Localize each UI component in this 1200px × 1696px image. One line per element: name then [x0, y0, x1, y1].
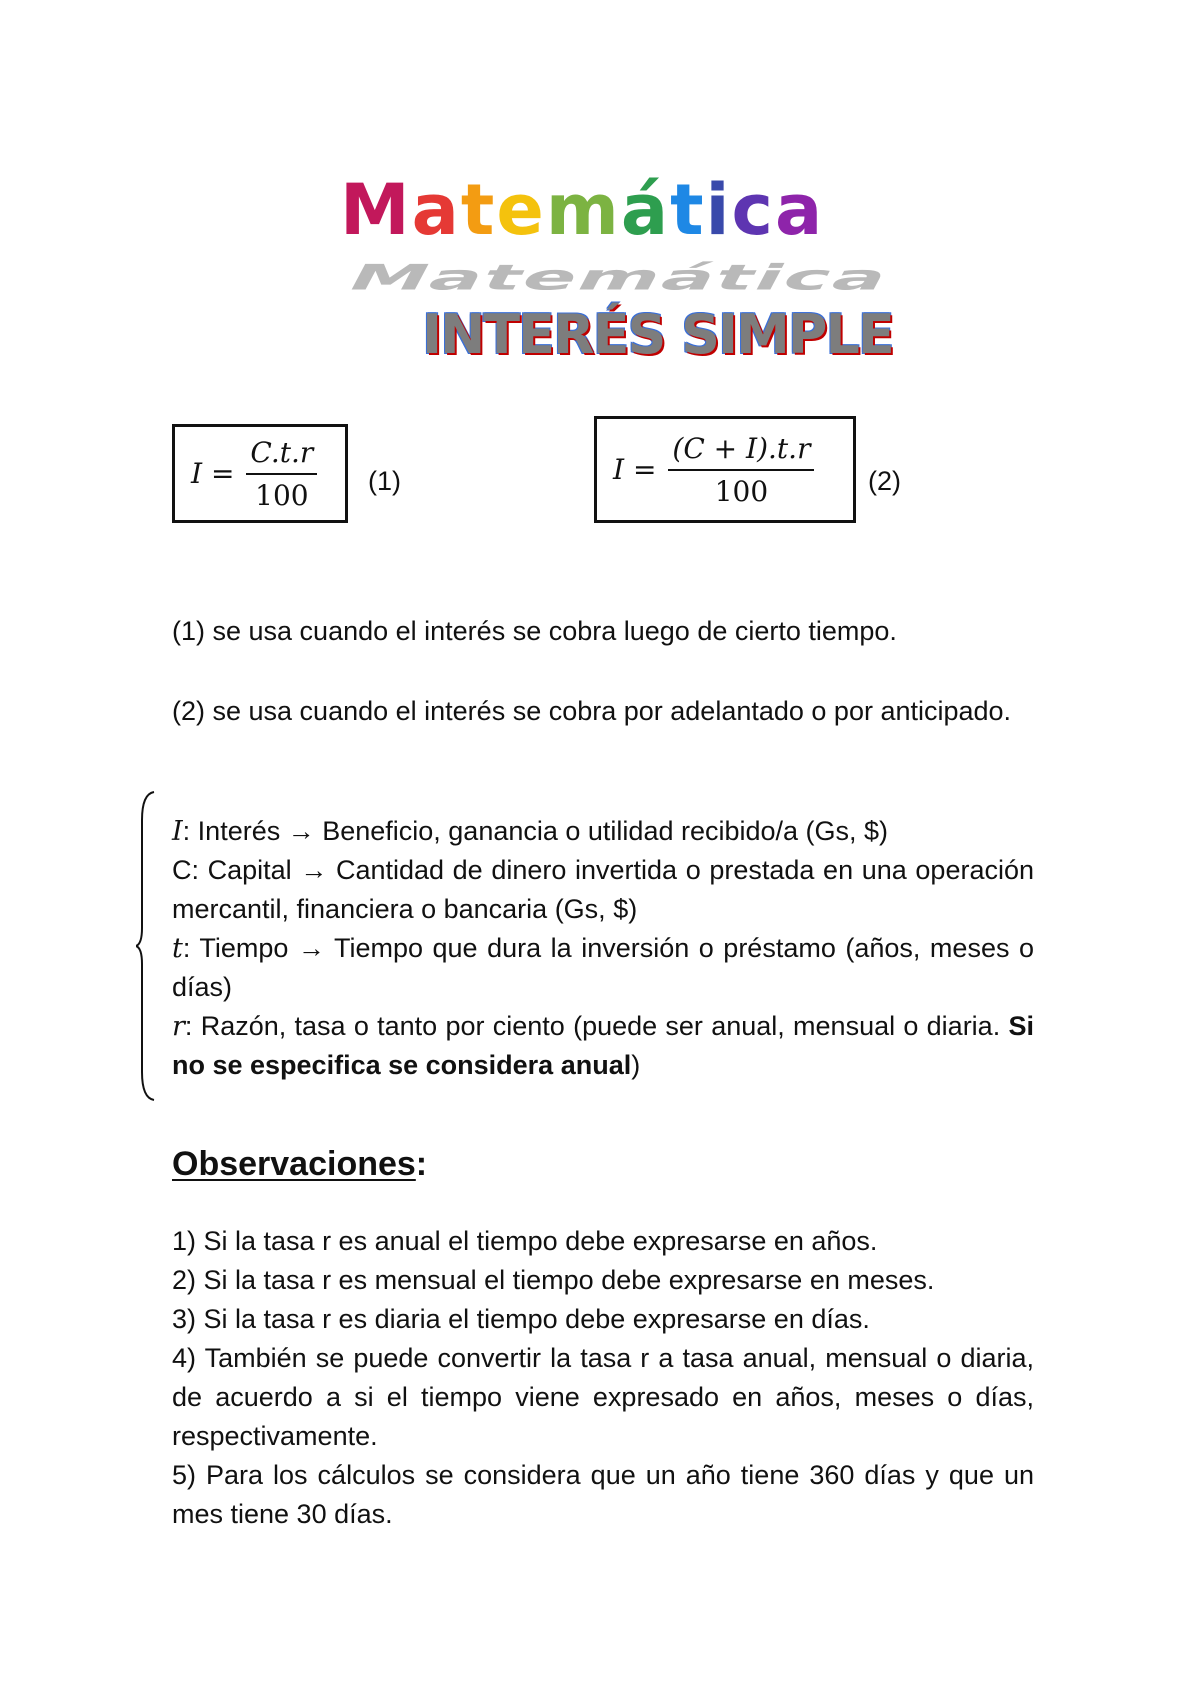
formula-1-fraction: [246, 436, 317, 512]
title-letter-1: a: [411, 169, 461, 251]
definitions: [172, 812, 1034, 1085]
usage-2: (2) se usa cuando el interés se cobra por adelantado o por anticipado.: [172, 696, 1012, 726]
title-word: [340, 170, 824, 250]
observation-item: 2) Si la tasa r es mensual el tiempo debe expresarse en meses.: [172, 1265, 935, 1295]
observations-title-colon: :: [415, 1145, 428, 1183]
page-title: [340, 169, 899, 298]
definition-c-symbol: C: [172, 855, 192, 885]
title-letter-8: c: [731, 169, 776, 251]
observation-item: 5) Para los cálculos se considera que un año tiene 360 días y que un mes tiene 30 días.: [172, 1460, 1034, 1529]
definition-c-text: : Capital → Cantidad de dinero invertida o prestada en una operación mercantil, financiera o bancaria (Gs, $): [172, 855, 1034, 924]
formula-box-1: [172, 424, 348, 523]
definition-r-text: : Razón, tasa o tanto por ciento (puede ser anual, mensual o diaria.: [184, 1011, 1009, 1041]
title-shadow: Matemática: [340, 257, 899, 298]
usage-1: (1) se usa cuando el interés se cobra luego de cierto tiempo.: [172, 616, 897, 646]
observation-item: 4) También se puede convertir la tasa r a tasa anual, mensual o diaria, de acuerdo a si el tiempo viene expresado en años, meses o días, respectivamente.: [172, 1343, 1034, 1451]
observation-item: 1) Si la tasa r es anual el tiempo debe expresarse en años.: [172, 1226, 878, 1256]
formula-1-ref: (1): [368, 466, 401, 496]
formula-1-numerator: C.t.r: [246, 436, 317, 475]
title-letter-5: á: [620, 169, 671, 251]
formula-2-ref: (2): [868, 466, 901, 496]
formula-2-numerator: (C + I).t.r: [668, 432, 814, 471]
definition-t-symbol: t: [172, 933, 183, 964]
observations-title: [172, 1145, 427, 1184]
definition-i-text: : Interés → Beneficio, ganancia o utilidad recibido/a (Gs, $): [182, 816, 889, 846]
title-letter-7: i: [705, 169, 732, 251]
brace-icon: [136, 790, 158, 1102]
title-letter-4: m: [545, 169, 621, 251]
definition-t: [172, 929, 1034, 1007]
definition-r-symbol: r: [172, 1011, 185, 1042]
formula-1-lhs: I =: [191, 457, 235, 490]
formula-2-lhs: I =: [613, 453, 657, 486]
definition-c: [172, 851, 1034, 929]
observations-list: [172, 1222, 1034, 1534]
subtitle: INTERÉS SIMPLE: [422, 303, 893, 366]
definition-r: [172, 1007, 1034, 1085]
title-letter-3: e: [496, 169, 546, 251]
formula-1-denominator: 100: [255, 478, 309, 512]
formula-2-fraction: [668, 432, 814, 508]
definition-i-symbol: I: [172, 816, 183, 847]
definition-r-tail: ): [631, 1050, 641, 1080]
title-letter-0: M: [340, 169, 412, 251]
definition-t-text: : Tiempo → Tiempo que dura la inversión o préstamo (años, meses o días): [172, 933, 1034, 1002]
title-letter-9: a: [775, 169, 825, 251]
observations-title-text: Observaciones: [172, 1145, 416, 1183]
formula-box-2: [594, 416, 856, 523]
title-letter-2: t: [460, 169, 497, 251]
observation-item: 3) Si la tasa r es diaria el tiempo debe expresarse en días.: [172, 1304, 870, 1334]
definition-i: [172, 812, 1034, 851]
definition-r-bold: Si no se especifica se considera anual: [172, 1011, 1034, 1080]
title-letter-6: t: [670, 169, 706, 251]
formula-2-denominator: 100: [714, 474, 769, 508]
